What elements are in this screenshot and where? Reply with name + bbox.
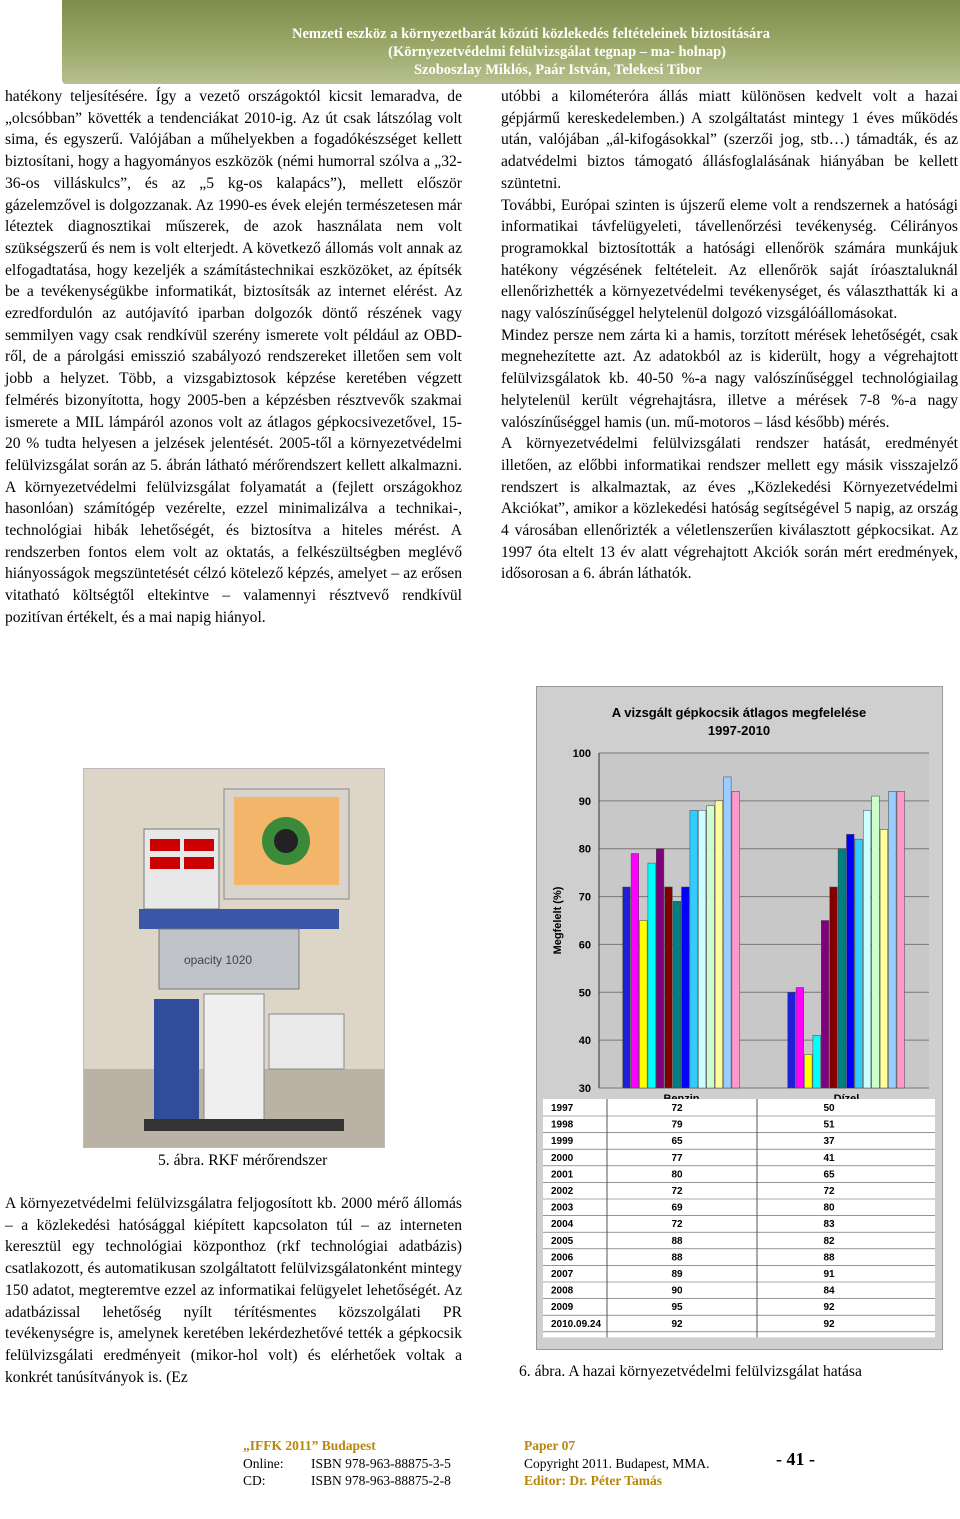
right-paragraph-2: További, Európai szinten is újszerű eleme volt a rendszernek a hatósági informatikai távfelügyeleti, távellenőrzési tevékenység. Célirányos programokkal biztosították a hatósági ellenőrök számára munkájuk hatékony végzésének feltételeit. Az ellenőrök saját íróasztaluknál ellenőrizhették a környezetvédelmi tevékenységet, és választhatták ki a nagy valószínűséggel helytelenül dolgozó vizsgálóállomásokat. [501,196,958,323]
table-benzin-value: 79 [671,1119,683,1131]
table-dizel-value: 51 [823,1119,835,1131]
table-year: 2003 [551,1202,574,1214]
table-dizel-value: 82 [823,1235,835,1247]
bar [897,791,905,1088]
chart-title-line1: A vizsgált gépkocsik átlagos megfelelése [611,705,867,720]
right-column [501,86,958,585]
conference-name: „IFFK 2011” Budapest [243,1438,376,1453]
table-benzin-value: 72 [671,1103,683,1114]
y-tick-label: 30 [578,1083,591,1095]
bar [821,921,829,1089]
footer-conference [243,1437,451,1490]
table-dizel-value: 91 [823,1269,835,1280]
table-benzin-value: 88 [671,1235,683,1247]
table-year: 2001 [551,1169,574,1181]
table-dizel-value: 88 [823,1252,835,1264]
bar [847,834,855,1088]
y-tick-label: 90 [578,795,591,808]
bar [805,1055,813,1089]
figure6-caption: 6. ábra. A hazai környezetvédelmi felülvizsgálat hatása [519,1363,862,1380]
page-number: - 41 - [776,1449,815,1469]
table-dizel-value: 84 [823,1285,835,1297]
y-tick-label: 50 [578,987,591,1000]
bar [838,849,846,1088]
table-dizel-value: 72 [823,1186,835,1197]
table-dizel-value: 65 [823,1169,835,1181]
copyright: Copyright 2011. Budapest, MMA. [524,1455,710,1471]
right-paragraph-4: A környezetvédelmi felülvizsgálati rendszer hatását, eredményét illetően, az előbbi informatikai rendszer mellett egy másik visszajelző rendszert is alkalmaztak, az éves „Közlekedési Környezetvédelmi Akciókat”, amikor a közlekedési hatóság segítségével 5 napig, az ország 4 városában ellenőrizték a véletlenszerűen kiválasztott gépkocsikat. Az 1997 óta eltelt 13 év alatt végrehajtott Akciók során mért eredmények, idősorosan a 6. ábrán láthatók. [501,435,958,583]
bar [698,810,706,1088]
rkf-measurement-system-photo [83,768,385,1148]
online-label: Online: [243,1455,284,1471]
bar [690,810,698,1088]
table-benzin-value: 72 [671,1219,683,1231]
bar [715,801,723,1088]
y-tick-label: 80 [578,843,591,856]
bar [648,863,656,1088]
y-tick-label: 100 [572,748,591,760]
bar [665,887,673,1088]
table-dizel-value: 92 [823,1302,835,1314]
compliance-chart [536,686,943,1350]
left-column [5,86,462,629]
y-axis-label: Megfelelt (%) [552,886,564,955]
table-dizel-value: 37 [823,1136,835,1148]
bar [889,791,897,1088]
y-tick-label: 70 [578,891,591,904]
paper-number: Paper 07 [524,1438,576,1453]
table-year: 2004 [551,1219,574,1231]
table-benzin-value: 80 [671,1169,683,1181]
chart-svg [537,687,942,1349]
bar [813,1035,821,1088]
table-year: 2010.09.24 [551,1318,602,1330]
figure5-caption: 5. ábra. RKF mérőrendszer [158,1152,328,1169]
editor: Editor: Dr. Péter Tamás [524,1473,662,1488]
table-year: 2009 [551,1302,574,1314]
right-paragraph-3: Mindez persze nem zárta ki a hamis, torzított mérések lehetőségét, csak megnehezítette azt. Az adatokból az is kiderült, hogy a végrehajtott felülvizsgálatok kb. 40-50 %-a nagy valószínűséggel technológiailag helytelenül került végrehajtásra, illetve a mérések 7-8 %-a nagy valószínűséggel hamis (un. mű-motoros – lásd később) mérés. [501,326,958,431]
cd-label: CD: [243,1473,266,1488]
bar [855,839,863,1088]
bar [863,810,871,1088]
table-dizel-value: 92 [823,1318,835,1330]
y-tick-label: 40 [578,1035,591,1048]
table-year: 1997 [551,1103,574,1114]
table-dizel-value: 41 [823,1152,835,1164]
bar [796,988,804,1089]
table-year: 2002 [551,1186,574,1197]
table-year: 2000 [551,1152,574,1164]
table-dizel-value: 80 [823,1202,835,1214]
cd-isbn-row [243,1472,451,1490]
bottom-left-text: A környezetvédelmi felülvizsgálatra feljogosított kb. 2000 mérő állomás – a közlekedési hatósággal kiépített kapcsolaton túl – az interneten keresztül egy technológiai központhoz (rkf technológiai adatbázis) csatlakozott, és automatikusan szolgáltatott felülvizsgálatonként mintegy 150 adatot, megteremtve ezzel az informatikai felügyelet lehetőségét. Az adatbázissal lehetőség nyílt térítésmentes közszolgálati PR tevékenységre is, amelynek keretében lekérdezhetővé tették a gépkocsik felülvizsgálati eredményeit (mikor-hol volt) és elérhetőek voltak a konkrét tanúsítványok is. (Ez [5,1195,462,1386]
device-label: opacity 1020 [184,953,253,967]
bar [656,849,664,1088]
table-benzin-value: 72 [671,1186,683,1197]
table-benzin-value: 89 [671,1269,683,1280]
header-title: Nemzeti eszköz a környezetbarát közúti közlekedés feltételeinek biztosítására [292,26,770,42]
table-year: 2008 [551,1285,574,1297]
bar [682,887,690,1088]
cd-isbn: ISBN 978-963-88875-2-8 [311,1473,451,1488]
table-benzin-value: 88 [671,1252,683,1264]
right-paragraph-1: utóbbi a kilométeróra állás miatt különösen kedvelt volt a hazai gépjármű kereskedelemben.) A szolgáltatást mintegy 1 éves működés után, valójában „ál-kifogásokkal” (szerzői jog, stb…) támadták, és az adatvédelmi biztos támogató állásfoglalásának hiányában be kellett szüntetni. [501,88,958,192]
bar [880,830,888,1088]
table-year: 1999 [551,1136,574,1148]
table-benzin-value: 90 [671,1285,683,1297]
table-year: 2006 [551,1252,574,1264]
bar [872,796,880,1088]
bar [732,791,740,1088]
table-benzin-value: 95 [671,1302,683,1314]
bar [631,854,639,1089]
table-year: 2005 [551,1235,574,1247]
table-year: 2007 [551,1269,574,1280]
photo-illustration [84,769,384,1147]
table-dizel-value: 83 [823,1219,835,1231]
bar [724,777,732,1088]
bar [707,806,715,1088]
data-table-bg [543,1099,935,1337]
table-benzin-value: 69 [671,1202,683,1214]
table-year: 1998 [551,1119,574,1131]
table-benzin-value: 92 [671,1318,683,1330]
header-authors: Szoboszlay Miklós, Paár István, Telekesi Tibor [413,62,702,78]
left-column-text: hatékony teljesítésére. Így a vezető országoktól kicsit lemaradva, de „olcsóbban” követték a tendenciákat 2010-ig. Az út csak látszólag volt sima, és egyszerű. Valójában a műhelyekben a fogadókészséget kellett biztosítani, hogy a hagyományos eszközök (némi humorral szólva a „32-36-os villáskulcs”, és az „5 kg-os kalapács”), mellett először gázelemzővel is dolgozzanak. Az 1990-es évek elején természetesen már léteztek diagnosztikai műszerek, de azok használata nem volt szükségszerű és nem is volt elterjedt. A következő állomás volt annak az elfogadtatása, hogy kezeljék a számítástechnikai eszközöket, az építsék be a tevékenységükbe informatikát, biztosítsák az internet elérést. Az ezredfordulón az autójavító iparban dolgozók döntő részének vagy semmilyen vagy csak rendkívül szerény ismerete volt például az OBD-ről, de a párolgási emisszió szabályozó rendszereket illetően sem volt jobb a helyzet. Több, a vizsgabiztosok képzése keretében végzett felmérés bizonyította, hogy 2005-ben a képzésben résztvevők szakmai ismerete a MIL lámpáról azonos volt az átlagos gépkocsivezetővel, 15-20 % tudta helyesen a jelzések jelentését. 2005-től a környezetvédelmi felülvizsgálat során az 5. ábrán látható mérőrendszert kellett alkalmazni. A környezetvédelmi felülvizsgálat folyamatát a (fejlett országokhoz hasonlóan) számítógép vezérelte, ezzel minimalizálva a technikai-, technológiai hibák lehetőségét, és biztosítva a hiteles mérést. A rendszerben fontos elem volt az oktatás, a felkészültségben meglévő hiányosságok megszüntetését célzó kötelező képzés, amelyet – az erősen vitatható költségtől eltekintve – valamennyi résztvevő rendkívül pozitívan értékelt, és a mai napig hiányol. [5,88,462,626]
online-isbn-row [243,1455,451,1473]
bar [673,901,681,1088]
table-benzin-value: 65 [671,1136,683,1148]
table-benzin-value: 77 [671,1152,683,1164]
bar [640,921,648,1089]
header-subtitle: (Környezetvédelmi felülvizsgálat tegnap – ma- holnap) [388,44,726,60]
bar [623,887,631,1088]
bar [830,887,838,1088]
chart-title-line2: 1997-2010 [707,723,771,738]
footer-paper-info [524,1437,710,1490]
table-dizel-value: 50 [823,1103,835,1114]
bar [788,992,796,1088]
online-isbn: ISBN 978-963-88875-3-5 [311,1455,451,1471]
y-tick-label: 60 [578,939,591,952]
